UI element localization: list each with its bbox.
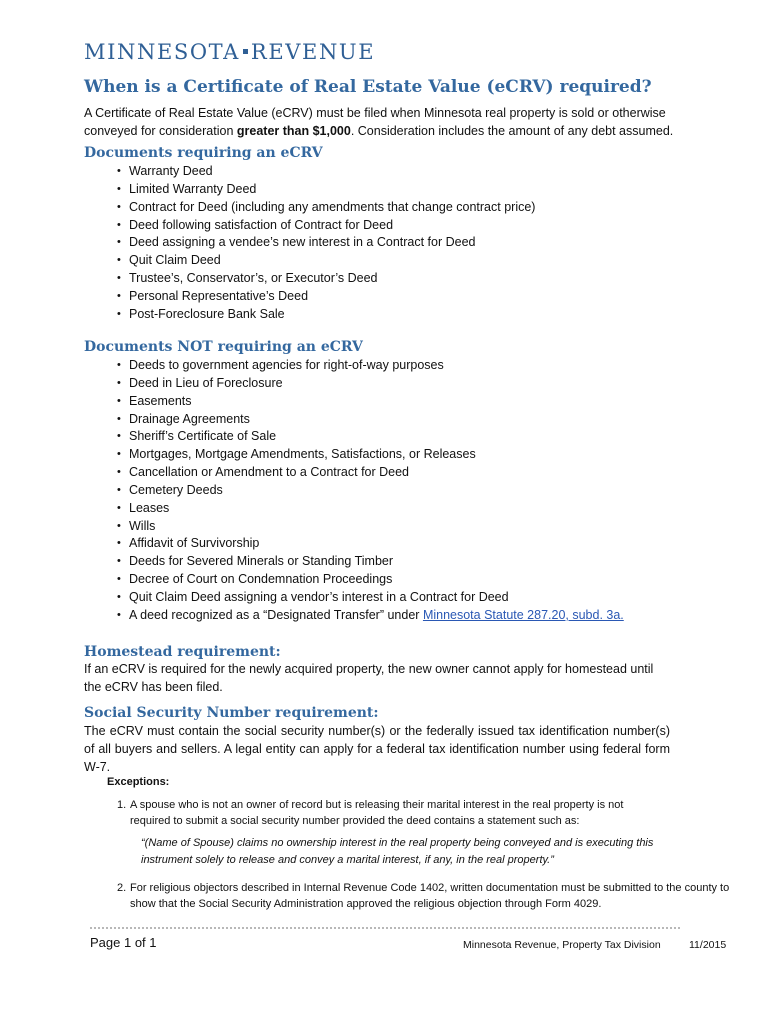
not-requiring-list — [84, 357, 624, 625]
page-number: Page 1 of 1 — [90, 935, 157, 950]
list-item: • Decree of Court on Condemnation Proceedings — [84, 571, 624, 589]
list-item: • Deed assigning a vendee’s new interest in a Contract for Deed — [84, 234, 535, 252]
list-item: • Contract for Deed (including any amendments that change contract price) — [84, 199, 535, 217]
list-item: • Sheriff’s Certificate of Sale — [84, 428, 624, 446]
list-item: • Drainage Agreements — [84, 411, 624, 429]
exception-number: 1. — [117, 799, 127, 811]
list-item: • Quit Claim Deed assigning a vendor’s interest in a Contract for Deed — [84, 589, 624, 607]
exception-2-line-2: show that the Social Security Administration approved the religious objection through Form 4029. — [130, 898, 602, 910]
logo-dot — [243, 49, 248, 54]
list-item: • Warranty Deed — [84, 163, 535, 181]
requiring-heading: Documents requiring an eCRV — [84, 145, 323, 161]
footer-date: 11/2015 — [689, 939, 727, 951]
logo-text-revenue: REVENUE — [250, 40, 376, 64]
not-requiring-heading: Documents NOT requiring an eCRV — [84, 339, 363, 355]
homestead-line-2: the eCRV has been filed. — [84, 680, 223, 694]
intro-line-1: A Certificate of Real Estate Value (eCRV) must be filed when Minnesota real property is sold or otherwise — [84, 106, 666, 120]
homestead-heading: Homestead requirement: — [84, 644, 281, 660]
quote-line-2: instrument solely to release and convey a marital interest, if any, in the real property.” — [141, 854, 554, 866]
exception-2-line-1: For religious objectors described in Internal Revenue Code 1402, written documentation must be submitted to the county to — [130, 882, 730, 894]
list-item-designated-transfer — [84, 607, 624, 625]
minnesota-revenue-logo — [84, 40, 375, 64]
homestead-line-1: If an eCRV is required for the newly acquired property, the new owner cannot apply for homestead until — [84, 662, 654, 676]
exception-item-1 — [117, 797, 741, 829]
list-item: • Personal Representative’s Deed — [84, 288, 535, 306]
designated-transfer-text: A deed recognized as a “Designated Transfer” under — [129, 607, 423, 622]
list-item: • Cemetery Deeds — [84, 482, 624, 500]
exceptions-heading: Exceptions: — [107, 776, 170, 788]
exception-item-2 — [117, 880, 741, 912]
intro-line-2-post: . Consideration includes the amount of any debt assumed. — [350, 124, 674, 138]
list-item: • Post-Foreclosure Bank Sale — [84, 306, 535, 324]
intro-line-2-bold: greater than $1,000 — [236, 124, 351, 138]
list-item: • Limited Warranty Deed — [84, 181, 535, 199]
list-item: • Leases — [84, 500, 624, 518]
footer-division: Minnesota Revenue, Property Tax Division — [463, 939, 661, 951]
list-item: • Deed in Lieu of Foreclosure — [84, 375, 624, 393]
list-item: • Quit Claim Deed — [84, 252, 535, 270]
spouse-statement-quote — [141, 835, 701, 869]
footer-divider — [90, 927, 680, 929]
quote-line-1: “(Name of Spouse) claims no ownership interest in the real property being conveyed and is executing this — [141, 837, 654, 849]
exception-1-line-1: A spouse who is not an owner of record but is releasing their marital interest in the real property is not — [130, 799, 624, 811]
ssn-paragraph: The eCRV must contain the social security number(s) or the federally issued tax identification number(s) of all buyers and sellers. A legal entity can apply for a federal tax identification number using federal form W-7. — [84, 724, 670, 774]
list-item: • Deed following satisfaction of Contract for Deed — [84, 217, 535, 235]
list-item: • Cancellation or Amendment to a Contract for Deed — [84, 464, 624, 482]
requiring-list — [84, 163, 535, 324]
intro-line-2-pre: conveyed for consideration — [84, 124, 237, 138]
list-item: • Wills — [84, 518, 624, 536]
page-title: When is a Certificate of Real Estate Value (eCRV) required? — [84, 77, 652, 97]
intro-paragraph — [84, 104, 684, 140]
list-item: • Deeds to government agencies for right-of-way purposes — [84, 357, 624, 375]
homestead-paragraph — [84, 660, 684, 696]
logo-text-minnesota: MINNESOTA — [84, 40, 240, 64]
list-item: • Deeds for Severed Minerals or Standing Timber — [84, 553, 624, 571]
list-item: • Affidavit of Survivorship — [84, 535, 624, 553]
list-item: • Trustee’s, Conservator’s, or Executor’s Deed — [84, 270, 535, 288]
exception-number: 2. — [117, 882, 127, 894]
exception-1-line-2: required to submit a social security number provided the deed contains a statement such as: — [130, 815, 580, 827]
list-item: • Easements — [84, 393, 624, 411]
list-item: • Mortgages, Mortgage Amendments, Satisfactions, or Releases — [84, 446, 624, 464]
statute-link[interactable]: Minnesota Statute 287.20, subd. 3a. — [422, 607, 624, 622]
ssn-heading: Social Security Number requirement: — [84, 705, 379, 721]
